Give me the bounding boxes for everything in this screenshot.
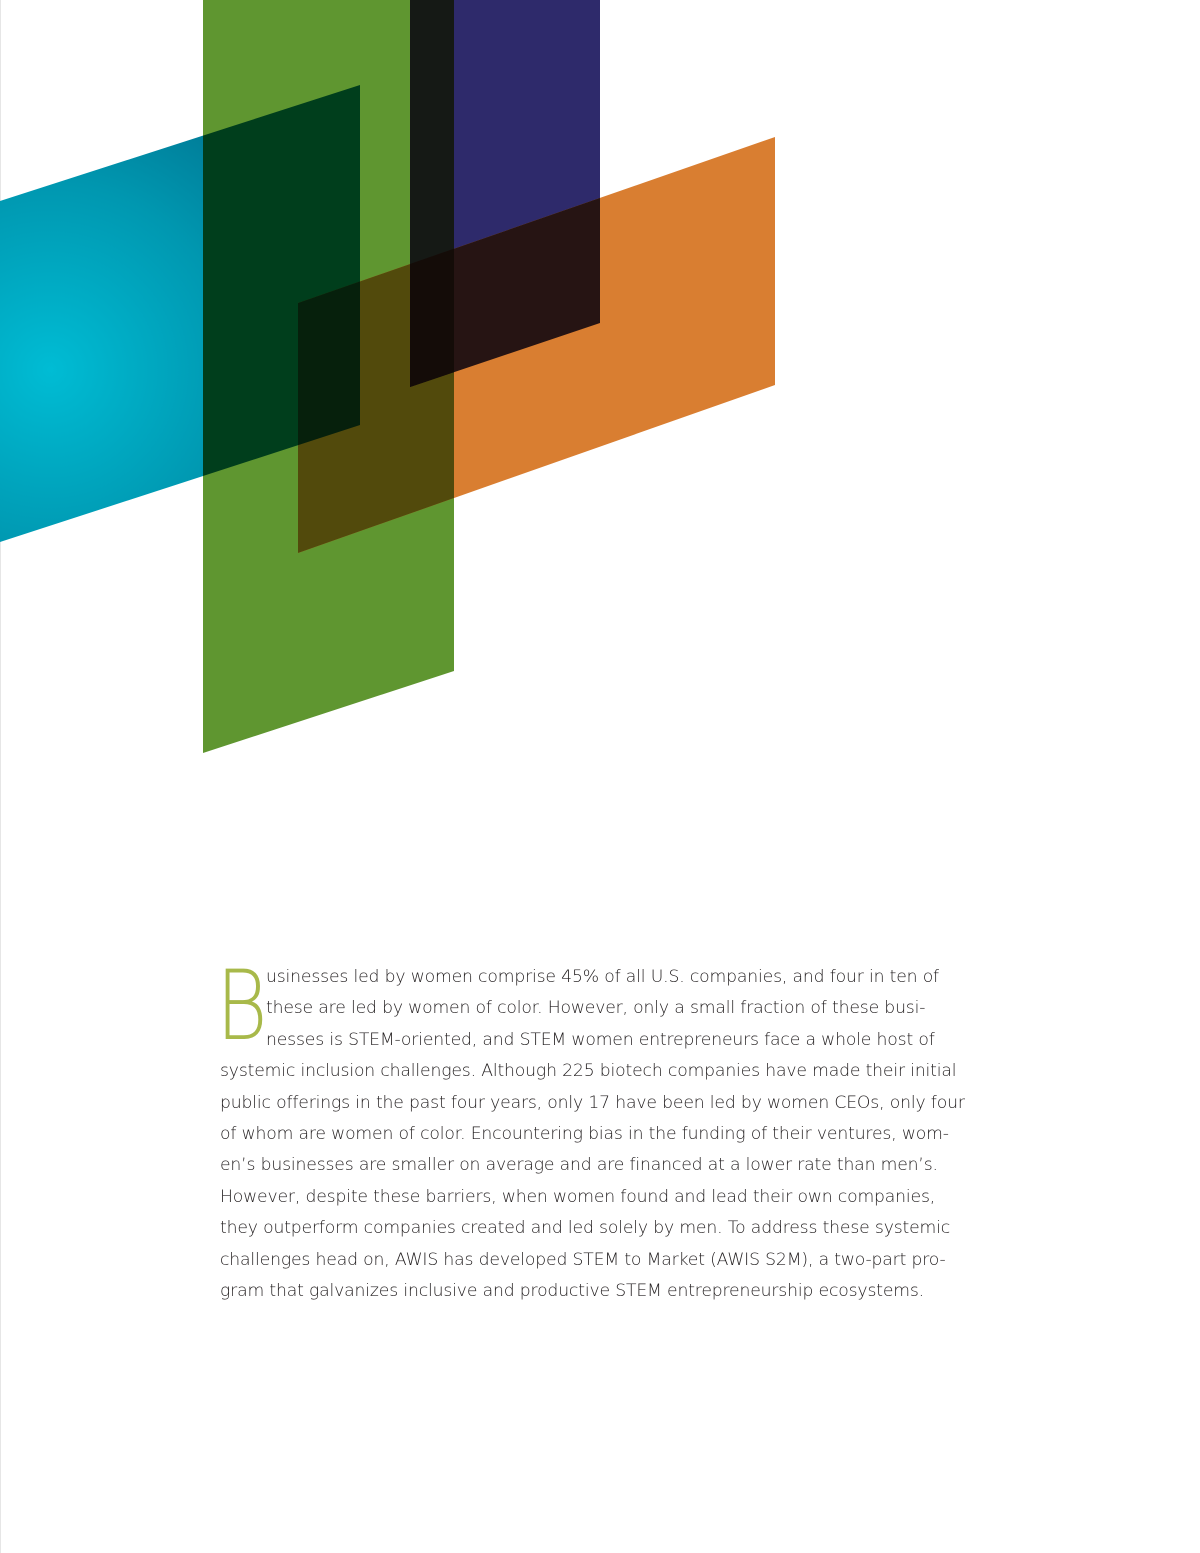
text-line: challenges head on, AWIS has developed STEM to Market (AWIS S2M), a two-part pro- bbox=[220, 1249, 946, 1270]
text-line: en’s businesses are smaller on average and are financed at a lower rate than men’s. bbox=[220, 1155, 938, 1176]
text-line: public offerings in the past four years, only 17 have been led by women CEOs, only four bbox=[220, 1092, 965, 1113]
intro-paragraph bbox=[216, 950, 990, 1307]
text-line: nesses is STEM-oriented, and STEM women entrepreneurs face a whole host of bbox=[266, 1029, 935, 1050]
text-line: gram that galvanizes inclusive and productive STEM entrepreneurship ecosystems. bbox=[220, 1281, 924, 1302]
text-line: usinesses led by women comprise 45% of all U.S. companies, and four in ten of bbox=[266, 967, 939, 987]
text-line: they outperform companies created and led solely by men. To address these systemic bbox=[220, 1218, 951, 1239]
drop-cap: B bbox=[216, 950, 268, 1062]
text-line: However, despite these barriers, when women found and lead their own companies, bbox=[220, 1186, 936, 1207]
text-line: systemic inclusion challenges. Although 225 biotech companies have made their initial bbox=[220, 1061, 957, 1082]
text-line: of whom are women of color. Encountering bias in the funding of their ventures, wom- bbox=[220, 1124, 949, 1145]
text-line: these are led by women of color. However, only a small fraction of these busi- bbox=[266, 998, 926, 1019]
body-text bbox=[220, 962, 990, 1307]
